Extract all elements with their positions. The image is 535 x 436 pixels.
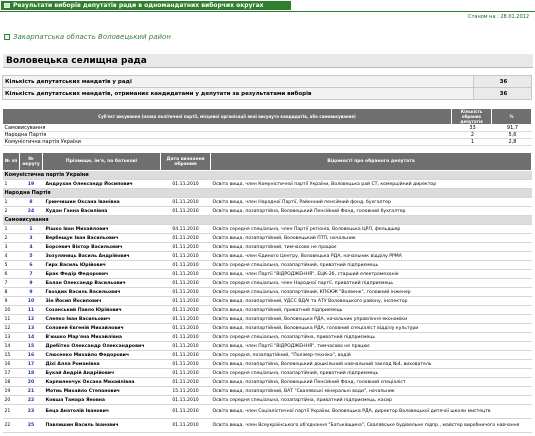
deputy-info: Освіта вища, позапартійний, Воловецька РДА, головний спеціаліст відділу культури (211, 324, 532, 333)
deputy-name: Гирх Василь Юрійович (43, 261, 161, 270)
deputy-okrug-link[interactable]: 24 (20, 207, 43, 216)
deputy-date: 01.11.2010 (161, 207, 211, 216)
deputy-date: 01.11.2010 (161, 351, 211, 360)
deputy-okrug-link[interactable]: 6 (20, 261, 43, 270)
deputy-okrug-link[interactable]: 7 (20, 270, 43, 279)
deputy-name: Букай Андрій Андрійович (43, 369, 161, 378)
deputy-name: Гвоздик Василь Васильович (43, 288, 161, 297)
deputy-info: Освіта вища, член Єдиного Центру, Воловецька РДА, начальник відділу РРМА (211, 252, 532, 261)
deputy-number: 7 (3, 279, 20, 288)
deputy-info: Освіта вища, позапартійний, УДСС ВДАІ та АТУ Воловецького району, інспектор (211, 297, 532, 306)
table-row (3, 279, 532, 288)
deputy-okrug-link[interactable]: 11 (20, 306, 43, 315)
deputy-info: Освіта вища, позапартійний, Воловецька РДА, начальник управління економіки (211, 315, 532, 324)
table-row (3, 139, 532, 146)
deputy-okrug-link[interactable]: 1 (20, 225, 43, 234)
checkbox-icon (4, 34, 10, 40)
window-icon (4, 3, 10, 8)
deputy-name: Соловей Євгеній Михайлович (43, 324, 161, 333)
table-row (3, 396, 532, 405)
deputy-number: 1 (3, 225, 20, 234)
deputy-okrug-link[interactable]: 16 (20, 351, 43, 360)
deputy-info: Освіта вища, позапартійний, ВАТ "Свалявські мінеральні води", начальник (211, 387, 532, 396)
table-row (3, 297, 532, 306)
deputy-name: Павлишин Василь Іванович (43, 419, 161, 433)
deputy-number: 5 (3, 261, 20, 270)
deputy-okrug-link[interactable]: 18 (20, 369, 43, 378)
deputy-name: Балан Олександр Васильович (43, 279, 161, 288)
deputy-number: 14 (3, 342, 20, 351)
deputy-name: Беца Анатолій Іванович (43, 405, 161, 419)
deputy-info: Освіта середня спеціальна, позапартійна, приватний підприємець, касир (211, 396, 532, 405)
deputy-date: 04.11.2010 (161, 225, 211, 234)
deputy-info: Освіта середня спеціальна, позапартійний, КПЄКЖ "Волвенк", головний інженер (211, 288, 532, 297)
table-row (3, 288, 532, 297)
deputy-okrug-link[interactable]: 3 (20, 234, 43, 243)
column-header-name: Прізвище, ім'я, по батькові (43, 153, 161, 171)
deputy-number: 2 (3, 207, 20, 216)
deputy-number: 18 (3, 378, 20, 387)
deputy-name: Вербещук Іван Васильович (43, 234, 161, 243)
deputy-name: Брак Федір Федорович (43, 270, 161, 279)
column-header-count: Кількість обраних депутатів (452, 109, 492, 125)
deputy-number: 12 (3, 324, 20, 333)
deputy-date: 15.11.2010 (161, 387, 211, 396)
column-header-info: Відомості про обраного депутата (211, 153, 532, 171)
table-row (3, 88, 532, 100)
table-row (3, 198, 532, 207)
deputy-okrug-link[interactable]: 9 (20, 279, 43, 288)
region-link[interactable] (4, 33, 171, 41)
deputy-date: 01.11.2010 (161, 279, 211, 288)
deputy-okrug-link[interactable]: 9 (20, 288, 43, 297)
deputy-info: Освіта вища, позапартійний, тимчасово не працює (211, 243, 532, 252)
deputy-number: 17 (3, 369, 20, 378)
deputy-name: Борсевич Віктор Васильович (43, 243, 161, 252)
table-row (3, 252, 532, 261)
deputy-info: Освіта вища, член Соціалістичної партії України, Воловецька РДА, директор Воловецької дитячої школи мистецтв (211, 405, 532, 419)
deputy-name: Зозуляниць Василь Андрійович (43, 252, 161, 261)
table-row (3, 324, 532, 333)
subject-name: Народна Партія (3, 132, 452, 139)
table-row (3, 405, 532, 419)
deputy-date: 01.11.2010 (161, 360, 211, 369)
deputy-name: Худан Ганна Василівна (43, 207, 161, 216)
deputy-date: 01.11.2010 (161, 333, 211, 342)
deputy-name: Дребітко Олександр Олександрович (43, 342, 161, 351)
deputy-info: Освіта вища, член Всеукраїнського об'єднання "Батьківщина", Свалявське будівельне підпр., майстер виробничого навчання (211, 419, 532, 433)
table-row (3, 132, 532, 139)
table-row (3, 261, 532, 270)
table-row (3, 234, 532, 243)
deputy-okrug-link[interactable]: 12 (20, 315, 43, 324)
deputy-name: Рішко Іван Михайлович (43, 225, 161, 234)
deputy-info: Освіта середня спеціальна, позапартійна, приватний підприємець (211, 333, 532, 342)
deputy-number: 10 (3, 306, 20, 315)
table-row (3, 306, 532, 315)
deputies-table (2, 152, 532, 433)
deputy-okrug-link[interactable]: 21 (20, 387, 43, 396)
stat-label: Кількість депутатських мандатів, отриманих кандидатами у депутати за результатами виборів (3, 88, 474, 100)
table-row (3, 419, 532, 433)
region-label: Закарпатська область Воловецький район (13, 33, 171, 41)
table-row (3, 76, 532, 88)
deputy-info: Освіта вища, член Народної Партії, Районний пенсійний фонд, бухгалтер (211, 198, 532, 207)
deputy-okrug-link[interactable]: 19 (20, 180, 43, 189)
table-row (3, 333, 532, 342)
deputy-okrug-link[interactable]: 8 (20, 198, 43, 207)
deputy-number: 16 (3, 360, 20, 369)
table-row (3, 315, 532, 324)
deputy-date: 01.11.2010 (161, 405, 211, 419)
column-header-number: № зп (3, 153, 20, 171)
deputy-date: 01.11.2010 (161, 261, 211, 270)
deputy-info: Освіта середня, позапартійний, "Полімер-техніка", водій (211, 351, 532, 360)
deputy-number: 8 (3, 288, 20, 297)
deputy-info: Освіта вища, член Партії "ВІДРОДЖЕННЯ", ЕЦК-26, старший електромеханік (211, 270, 532, 279)
mandates-table (2, 75, 532, 100)
deputy-info: Освіта середня спеціальна, позапартійний, приватний підприємець (211, 369, 532, 378)
table-row (3, 387, 532, 396)
table-row (3, 270, 532, 279)
deputy-okrug-link[interactable]: 10 (20, 297, 43, 306)
deputy-number: 3 (3, 243, 20, 252)
table-row (3, 369, 532, 378)
deputy-number: 1 (3, 180, 20, 189)
deputy-date: 01.11.2010 (161, 243, 211, 252)
group-row (3, 171, 532, 180)
group-row (3, 216, 532, 225)
deputy-info: Освіта вища, позапартійний, Воловецький ПТП, начальник (211, 234, 532, 243)
deputy-date: 01.11.2010 (161, 288, 211, 297)
deputy-name: Слюсенко Михайло Федорович (43, 351, 161, 360)
page-header-title: Результати виборів депутатів ради в одномандатних виборчих округах (13, 2, 264, 9)
table-row (3, 243, 532, 252)
deputy-okrug-link[interactable]: 20 (20, 378, 43, 387)
header-divider (0, 11, 535, 12)
deputy-name: Ковша Тамара Яновна (43, 396, 161, 405)
deputy-number: 4 (3, 252, 20, 261)
deputy-okrug-link[interactable]: 23 (20, 405, 43, 419)
deputy-date: 01.11.2010 (161, 324, 211, 333)
subject-pct: 5,6 (492, 132, 532, 139)
table-row (3, 125, 532, 132)
table-row (3, 180, 532, 189)
deputy-date: 01.11.2010 (161, 306, 211, 315)
deputy-name: Андрухан Олександр Йосипович (43, 180, 161, 189)
deputy-number: 9 (3, 297, 20, 306)
deputy-okrug-link[interactable]: 4 (20, 243, 43, 252)
stat-value: 36 (474, 76, 532, 88)
deputy-name: Слепко Іван Васильович (43, 315, 161, 324)
deputy-info: Освіта вища, позапартійна, Воловецький Пенсійний Фонд, головний спеціаліст (211, 378, 532, 387)
deputy-date: 01.11.2010 (161, 315, 211, 324)
deputy-info: Освіта середня спеціальна, член Народної партії, приватний підприємець (211, 279, 532, 288)
deputy-okrug-link[interactable]: 13 (20, 324, 43, 333)
deputy-date: 01.11.2010 (161, 378, 211, 387)
deputy-info: Освіта вища, позапартійна, Воловецький Пенсійний Фонд, головний бухгалтер (211, 207, 532, 216)
deputy-date: 01.11.2010 (161, 369, 211, 378)
deputy-number: 1 (3, 198, 20, 207)
deputy-name: В'юшко Мар'яна Михайлівна (43, 333, 161, 342)
deputy-info: Освіта вища, позапартійний, приватний підприємець (211, 306, 532, 315)
deputy-number: 19 (3, 387, 20, 396)
deputy-number: 11 (3, 315, 20, 324)
deputy-name: Мотиь Михайло Степанович (43, 387, 161, 396)
subject-count: 33 (452, 125, 492, 132)
deputy-number: 21 (3, 405, 20, 419)
deputy-number: 13 (3, 333, 20, 342)
subject-name: Комуністична партія України (3, 139, 452, 146)
subjects-table (2, 108, 532, 146)
group-label: Народна Партія (3, 189, 532, 198)
table-row (3, 225, 532, 234)
group-label: Самовисування (3, 216, 532, 225)
deputy-number: 22 (3, 419, 20, 433)
deputy-name: Зін Йосип Йосипович (43, 297, 161, 306)
table-row (3, 360, 532, 369)
column-header-okrug: № округу (20, 153, 43, 171)
deputy-name: Діхі Алла Романівна (43, 360, 161, 369)
column-header-date: Дата визнання обраним (161, 153, 211, 171)
date-stamp: Станом на : 28.01.2012 (468, 14, 529, 20)
deputy-okrug-link[interactable]: 15 (20, 342, 43, 351)
stat-label: Кількість депутатських мандатів у раді (3, 76, 474, 88)
subject-count: 1 (452, 139, 492, 146)
table-row (3, 378, 532, 387)
deputy-number: 15 (3, 351, 20, 360)
deputy-info: Освіта вища, позапартійна, Воловецький дошкільний навчальний заклад №4, вихователь (211, 360, 532, 369)
deputy-info: Освіта вища, член Комуністичної партії України, Воловецька рай СТ, комерційний директор (211, 180, 532, 189)
deputy-date: 01.11.2010 (161, 396, 211, 405)
deputy-okrug-link[interactable]: 17 (20, 360, 43, 369)
deputy-date: 01.11.2010 (161, 270, 211, 279)
deputy-number: 20 (3, 396, 20, 405)
subject-pct: 2,8 (492, 139, 532, 146)
group-label: Комуністична партія України (3, 171, 532, 180)
deputy-date: 01.11.2010 (161, 419, 211, 433)
deputy-number: 6 (3, 270, 20, 279)
deputy-date: 01.11.2010 (161, 342, 211, 351)
subject-count: 2 (452, 132, 492, 139)
table-header-row (3, 153, 532, 171)
deputy-info: Освіта середня спеціальна, член Партії регіонів, Воловецька ЦРЛ, фельдшер (211, 225, 532, 234)
subject-name: Самовисування (3, 125, 452, 132)
deputy-info: Освіта середня спеціальна, позапартійний, приватний підприємець (211, 261, 532, 270)
deputy-date: 01.11.2010 (161, 297, 211, 306)
group-row (3, 189, 532, 198)
deputy-number: 2 (3, 234, 20, 243)
table-row (3, 207, 532, 216)
stat-value: 36 (474, 88, 532, 100)
deputy-date: 01.11.2010 (161, 180, 211, 189)
deputy-name: Карпиленчук Оксана Михайлівна (43, 378, 161, 387)
table-header-row (3, 109, 532, 125)
deputy-okrug-link[interactable]: 22 (20, 396, 43, 405)
column-header-subject: Суб'єкт висування (назва політичної партії, місцевої організації якої висунуто кандидатів, або самовисування) (3, 109, 452, 125)
deputy-name: Созанський Павло Юрійович (43, 306, 161, 315)
column-header-pct: % (492, 109, 532, 125)
deputy-okrug-link[interactable]: 25 (20, 419, 43, 433)
table-row (3, 342, 532, 351)
deputy-info: Освіта вища, член Партії "ВІДРОДЖЕННЯ", тимчасово не працює (211, 342, 532, 351)
deputy-date: 01.11.2010 (161, 234, 211, 243)
deputy-name: Гринчишин Оксана Іванівна (43, 198, 161, 207)
table-row (3, 351, 532, 360)
deputy-date: 01.11.2010 (161, 252, 211, 261)
top-bar (0, 0, 535, 11)
deputy-okrug-link[interactable]: 5 (20, 252, 43, 261)
subject-pct: 91,7 (492, 125, 532, 132)
deputy-date: 01.11.2010 (161, 198, 211, 207)
page-header (1, 1, 291, 10)
deputy-okrug-link[interactable]: 14 (20, 333, 43, 342)
council-title: Воловецька селищна рада (3, 54, 533, 68)
